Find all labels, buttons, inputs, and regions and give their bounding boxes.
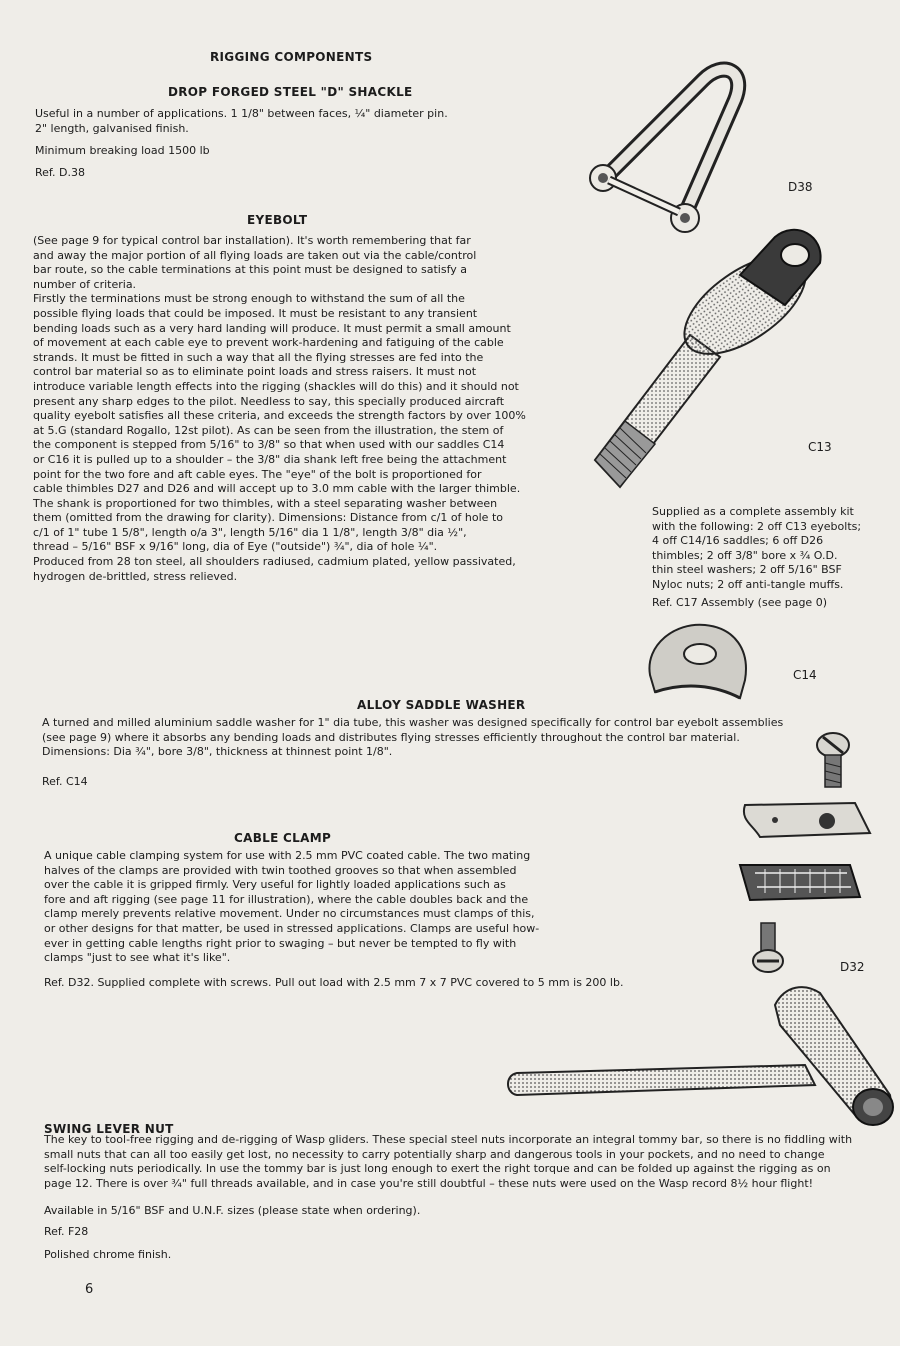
eyebolt-line: possible flying loads that could be imposed. It must be resistant to any transient (33, 306, 478, 320)
eyebolt-line: of movement at each cable eye to prevent work-hardening and fatiguing of the cable (33, 336, 504, 350)
clamp-line: A unique cable clamping system for use with 2.5 mm PVC coated cable. The two mating (44, 849, 531, 862)
lever-finish: Polished chrome finish. (44, 1248, 172, 1261)
lever-ref: Ref. F28 (44, 1225, 89, 1238)
cable-clamp-illustration (735, 725, 875, 980)
fig-label-d38: D38 (788, 180, 813, 194)
d-shackle-illustration (575, 60, 755, 245)
eyebolt-line: or C16 it is pulled up to a shoulder – the 3/8" dia shank left free being the attachment (33, 452, 507, 466)
fig-label-c14: C14 (793, 668, 817, 682)
saddle-line: (see page 9) where it absorbs any bending loads and distributes flying stresses efficiently throughout the control bar material. (42, 730, 740, 744)
eyebolt-line: (See page 9 for typical control bar installation). It's worth remembering that far (33, 234, 471, 247)
shackle-ref: Ref. D.38 (35, 166, 85, 179)
lever-availability: Available in 5/16" BSF and U.N.F. sizes (please state when ordering). (44, 1204, 421, 1217)
clamp-line: ever in getting cable lengths right prior to swaging – but never be tempted to fly with (44, 936, 517, 950)
eyebolt-line: Firstly the terminations must be strong enough to withstand the sum of all the (33, 292, 465, 306)
eyebolt-line: c/1 of 1" tube 1 5/8", length o/a 3", length 5/16" dia 1 1/8", length 3/8" dia ½", (33, 525, 467, 539)
fig-label-c13: C13 (808, 440, 832, 454)
clamp-heading: CABLE CLAMP (234, 831, 332, 845)
kit-line: 4 off C14/16 saddles; 6 off D26 (652, 534, 824, 548)
eyebolt-line: cable thimbles D27 and D26 and will accept up to 3.0 mm cable with the larger thimble. (33, 482, 521, 496)
kit-ref: Ref. C17 Assembly (see page 0) (652, 596, 827, 609)
clamp-line: halves of the clamps are provided with twin toothed grooves so that when assembled (44, 863, 517, 877)
kit-line: thin steel washers; 2 off 5/16" BSF (652, 563, 842, 577)
eyebolt-line: and away the major portion of all flying loads are taken out via the cable/control (33, 248, 477, 262)
shackle-description (35, 107, 448, 136)
clamp-line: over the cable it is gripped firmly. Very useful for lightly loaded applications such as (44, 878, 506, 892)
eyebolt-line: bar route, so the cable terminations at this point must be designed to satisfy a (33, 263, 468, 277)
kit-line: with the following: 2 off C13 eyebolts; (652, 519, 862, 533)
eyebolt-line: them (omitted from the drawing for clarity). Dimensions: Distance from c/1 of hole to (33, 511, 503, 525)
lever-heading: SWING LEVER NUT (44, 1122, 174, 1136)
lever-line: page 12. There is over ¾" full threads available, and in case you're still doubtful – these nuts were used on the Wasp record 8½ hour flight! (44, 1176, 814, 1190)
page-number: 6 (85, 1282, 94, 1297)
shackle-breaking-load: Minimum breaking load 1500 lb (35, 144, 210, 157)
kit-line: Supplied as a complete assembly kit (652, 505, 854, 518)
clamp-line: or other designs for that matter, be used in stressed applications. Clamps are useful how- (44, 921, 540, 935)
clamp-line: clamp merely prevents relative movement. Under no circumstances must clamps of this, (44, 907, 535, 921)
eyebolt-line: hydrogen de-brittled, stress relieved. (33, 569, 238, 583)
eyebolt-line: thread – 5/16" BSF x 9/16" long, dia of Eye ("outside") ¾", dia of hole ¼". (33, 540, 438, 554)
eyebolt-heading: EYEBOLT (247, 213, 308, 227)
clamp-line: fore and aft rigging (see page 11 for illustration), where the cable doubles back and the (44, 892, 529, 906)
swing-lever-nut-illustration (505, 985, 895, 1125)
eyebolt-line: quality eyebolt satisfies all these criteria, and exceeds the strength factors by over 100% (33, 409, 526, 423)
eyebolt-line: present any sharp edges to the pilot. Needless to say, this specially produced aircraft (33, 394, 505, 408)
eyebolt-line: control bar material so as to eliminate point loads and stress raisers. It must not (33, 365, 477, 379)
saddle-ref: Ref. C14 (42, 775, 88, 788)
eyebolt-line: at 5.G (standard Rogallo, 12st pilot). As can be seen from the illustration, the stem of (33, 423, 504, 437)
clamp-text (44, 849, 539, 966)
kit-line: Nyloc nuts; 2 off anti-tangle muffs. (652, 577, 844, 591)
eyebolt-line: number of criteria. (33, 277, 137, 291)
kit-text (652, 505, 861, 593)
shackle-heading: DROP FORGED STEEL "D" SHACKLE (168, 85, 413, 99)
clamp-ref: Ref. D32. Supplied complete with screws. Pull out load with 2.5 mm 7 x 7 PVC covered to 5 mm is 200 lb. (44, 976, 624, 989)
clamp-line: clamps "just to see what it's like". (44, 951, 231, 965)
eyebolt-text (33, 234, 526, 584)
saddle-text (42, 716, 783, 760)
lever-line: self-locking nuts periodically. In use the tommy bar is just long enough to exert the right torque and can be folded up against the rigging as on (44, 1162, 831, 1176)
lever-line: small nuts that can all too easily get lost, no necessity to carry potentially sharp and dangerous tools in your pockets, and no need to change (44, 1147, 825, 1161)
eyebolt-line: point for the two fore and aft cable eyes. The "eye" of the bolt is proportioned for (33, 467, 482, 481)
eyebolt-illustration (570, 225, 830, 495)
eyebolt-line: introduce variable length effects into the rigging (shackles will do this) and it should not (33, 379, 519, 393)
page-title: RIGGING COMPONENTS (210, 50, 373, 64)
eyebolt-line: the component is stepped from 5/16" to 3/8" so that when used with our saddles C14 (33, 438, 505, 452)
saddle-washer-illustration (645, 620, 765, 700)
lever-line: The key to tool-free rigging and de-rigging of Wasp gliders. These special steel nuts incorporate an integral tommy bar, so there is no fiddling with (44, 1133, 853, 1146)
shackle-desc-line: Useful in a number of applications. 1 1/8" between faces, ¼" diameter pin. (35, 107, 448, 120)
eyebolt-line: strands. It must be fitted in such a way that all the flying stresses are fed into the (33, 350, 484, 364)
eyebolt-line: Produced from 28 ton steel, all shoulders radiused, cadmium plated, yellow passivated, (33, 555, 516, 569)
shackle-desc-line: 2" length, galvanised finish. (35, 121, 189, 135)
eyebolt-line: bending loads such as a very hard landing will produce. It must permit a small amount (33, 321, 511, 335)
lever-text (44, 1133, 852, 1191)
eyebolt-line: The shank is proportioned for two thimbles, with a steel separating washer between (33, 496, 498, 510)
saddle-line: A turned and milled aluminium saddle washer for 1" dia tube, this washer was designed specifically for control bar eyebolt assemblies (42, 716, 784, 729)
saddle-line: Dimensions: Dia ¾", bore 3/8", thickness at thinnest point 1/8". (42, 745, 393, 759)
fig-label-d32: D32 (840, 960, 865, 974)
kit-line: thimbles; 2 off 3/8" bore x ¾ O.D. (652, 548, 838, 562)
saddle-heading: ALLOY SADDLE WASHER (357, 698, 526, 712)
